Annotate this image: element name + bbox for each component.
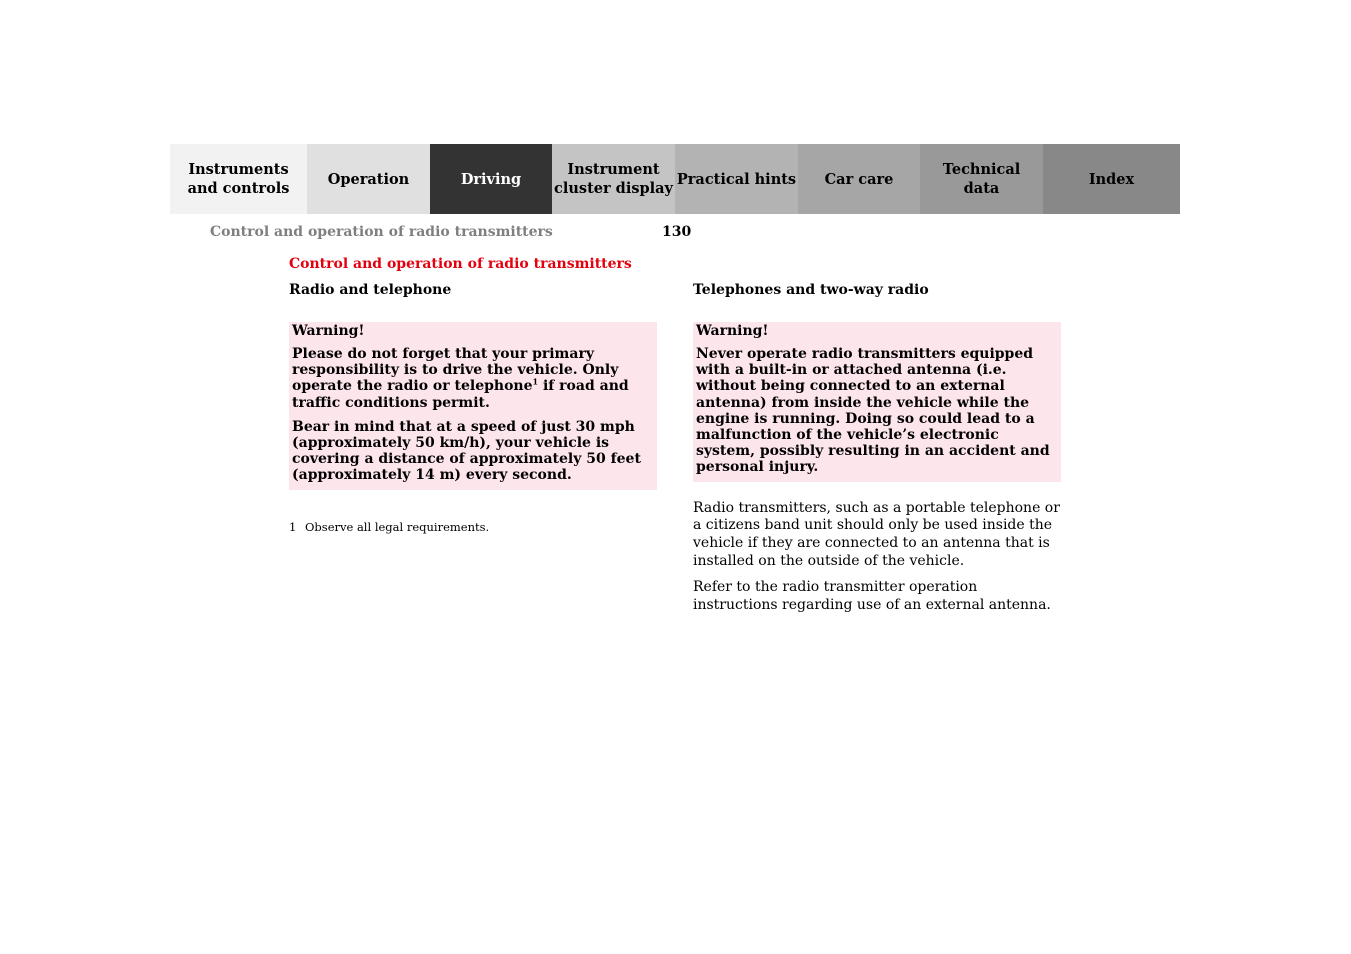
footnote-number: 1 xyxy=(289,520,297,534)
tab-label: Car care xyxy=(824,170,894,188)
tab-label: Practical hints xyxy=(676,170,797,188)
tab-label: Instrument cluster display xyxy=(554,161,673,197)
tab-instruments-and-controls[interactable] xyxy=(170,144,307,214)
section-title: Control and operation of radio transmitters xyxy=(210,224,553,240)
page-number: 130 xyxy=(662,224,692,240)
right-subheading: Telephones and two-way radio xyxy=(693,282,929,298)
tab-instrument-cluster-display[interactable] xyxy=(552,144,675,214)
right-warning-box xyxy=(693,322,1061,482)
left-warning-box xyxy=(289,322,657,490)
tab-operation[interactable] xyxy=(307,144,430,214)
left-column xyxy=(289,282,657,490)
tab-practical-hints[interactable] xyxy=(675,144,798,214)
warning-paragraph xyxy=(292,346,654,411)
tab-car-care[interactable] xyxy=(798,144,920,214)
tab-label: Operation xyxy=(327,170,410,188)
page-heading: Control and operation of radio transmitters xyxy=(289,256,632,272)
warning-title: Warning! xyxy=(292,323,365,339)
footnote-ref[interactable]: 1 xyxy=(532,376,539,387)
footnote-text: Observe all legal requirements. xyxy=(305,520,490,534)
warning-paragraph: Bear in mind that at a speed of just 30 mph (approximately 50 km/h), your vehicle is covering a distance of approximately 50 feet (approximately 14 m) every second. xyxy=(292,418,641,484)
tab-label: Index xyxy=(1088,170,1135,188)
warning-text: if road and traffic conditions permit. xyxy=(292,378,629,411)
warning-title: Warning! xyxy=(696,323,769,339)
body-paragraph: Radio transmitters, such as a portable telephone or a citizens band unit should only be used inside the vehicle if they are connected to an antenna that is installed on the outside of the vehicle. xyxy=(693,499,1060,570)
chapter-tab-bar xyxy=(170,144,1180,214)
footnote xyxy=(289,520,489,534)
body-paragraph: Refer to the radio transmitter operation instructions regarding use of an external antenna. xyxy=(693,578,1051,613)
warning-text: Please do not forget that your primary responsibility is to drive the vehicle. Only operate the radio or telephone xyxy=(292,346,619,395)
tab-index[interactable] xyxy=(1043,144,1180,214)
tab-label: Instruments and controls xyxy=(187,161,290,197)
warning-paragraph: Never operate radio transmitters equipped with a built-in or attached antenna (i.e. without being connected to an external antenna) from inside the vehicle while the engine is running. Doing so could lead to a malfunction of the vehicle’s electronic system, possibly resulting in an accident and personal injury. xyxy=(696,346,1050,476)
tab-technical-data[interactable] xyxy=(920,144,1043,214)
tab-label: Driving xyxy=(460,170,522,188)
page-header xyxy=(0,224,1351,244)
left-subheading: Radio and telephone xyxy=(289,282,452,298)
right-column xyxy=(693,282,1061,622)
tab-driving[interactable] xyxy=(430,144,552,214)
tab-label: Technical data xyxy=(942,161,1021,197)
